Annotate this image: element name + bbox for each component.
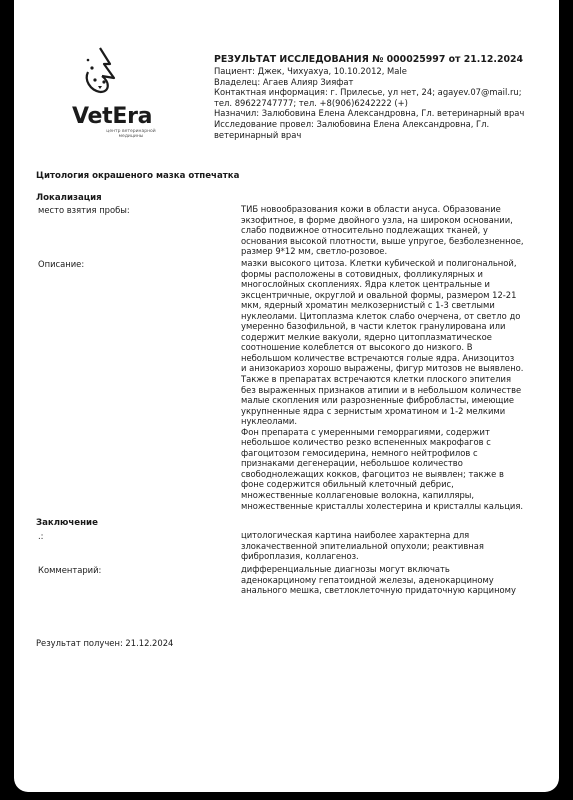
sample-site-label: место взятия пробы: xyxy=(38,205,130,215)
conclusion-value: цитологическая картина наиболее характерна для злокачественной эпителиальной опухоли; реактивная фиброплазия, коллагеноз. xyxy=(241,530,484,562)
patient-line: Пациент: Джек, Чихуахуа, 10.10.2012, Male xyxy=(214,66,407,76)
report-title: РЕЗУЛЬТАТ ИССЛЕДОВАНИЯ № 000025997 от 21.12.2024 xyxy=(214,54,524,65)
document-page xyxy=(14,0,559,792)
phone-line: тел. 89622747777; тел. +8(906)6242222 (+) xyxy=(214,97,408,108)
comment-value: дифференциальные диагнозы могут включать аденокарциному гепатоидной железы, аденокарциному анального мешка, светлоклеточную придаточную карциному xyxy=(241,564,516,596)
performed-by-line: Исследование провел: Залюбовина Елена Александровна, Гл. xyxy=(214,118,490,129)
result-received-date: Результат получен: 21.12.2024 xyxy=(36,638,174,648)
prescribed-by-line: Назначил: Залюбовина Елена Александровна, Гл. ветеринарный врач xyxy=(214,108,525,119)
clinic-logo-name: VetEra xyxy=(72,104,153,129)
localization-heading: Локализация xyxy=(36,193,102,203)
cat-dog-logo-icon xyxy=(80,46,120,102)
study-title: Цитология окрашеного мазка отпечатка xyxy=(36,171,240,181)
description-label: Описание: xyxy=(38,259,85,269)
conclusion-heading: Заключение xyxy=(36,518,98,528)
conclusion-label: .: xyxy=(38,531,44,541)
owner-line: Владелец: Агаев Алияр Зияфат xyxy=(214,76,354,87)
comment-label: Комментарий: xyxy=(38,565,102,575)
clinic-logo xyxy=(66,46,166,141)
description-value: мазки высокого цитоза. Клетки кубической и полигональной, формы расположены в сотовидных, фолликулярных и многослойных скоплениях. Ядра клеток центральные и эксцентричные, округлой и овальной формы, размером 12-21 мкм, ядерный хроматин мелкозернистый с 1-3 светлыми нуклеолами. Цитоплазма клеток слабо очерчена, от светло до умеренно базофильной, в части клеток гранулирована или содержит мелкие вакуоли, ядерно цитоплазматическое соотношение колеблется от высокого до низкого. В небольшом количестве встречаются голые ядра. Анизоцитоз и анизокариоз хорошо выражены, фигур митозов не выявлено. Также в препаратах встречаются клетки плоского эпителия без выраженных признаков атипии и в небольшом количестве малые скопления или разрозненные фибробласты, имеющие укрупненные ядра с зернистым хроматином и 1-2 мелкими нуклеолами. Фон препарата с умеренными геморрагиями, содержит небольшое количество резко вспененных макрофагов с фагоцитозом гемосидерина, немного нейтрофилов с признаками дегенерации, небольшое количество свободнолежащих кокков, фагоцитоз не выявлен; также в фоне содержится обильный клеточный дебрис, множественные коллагеновые волокна, капилляры, множественные кристаллы холестерина и кристаллы кальция. xyxy=(241,258,524,511)
sample-site-value: ТИБ новообразования кожи в области ануса. Образование экзофитное, в форме двойного узла, на широком основании, слабо подвижное относительно подлежащих тканей, у основания высокой плотности, выше упругое, безболезненное, размер 9*12 мм, светло-розовое. xyxy=(241,204,524,257)
report-header xyxy=(214,54,554,140)
clinic-logo-subtitle: центр ветеринарной медицины xyxy=(106,129,156,139)
performed-by-line-cont: ветеринарный врач xyxy=(214,129,302,140)
contact-line: Контактная информация: г. Прилесье, ул нет, 24; agayev.07@mail.ru; xyxy=(214,87,522,98)
